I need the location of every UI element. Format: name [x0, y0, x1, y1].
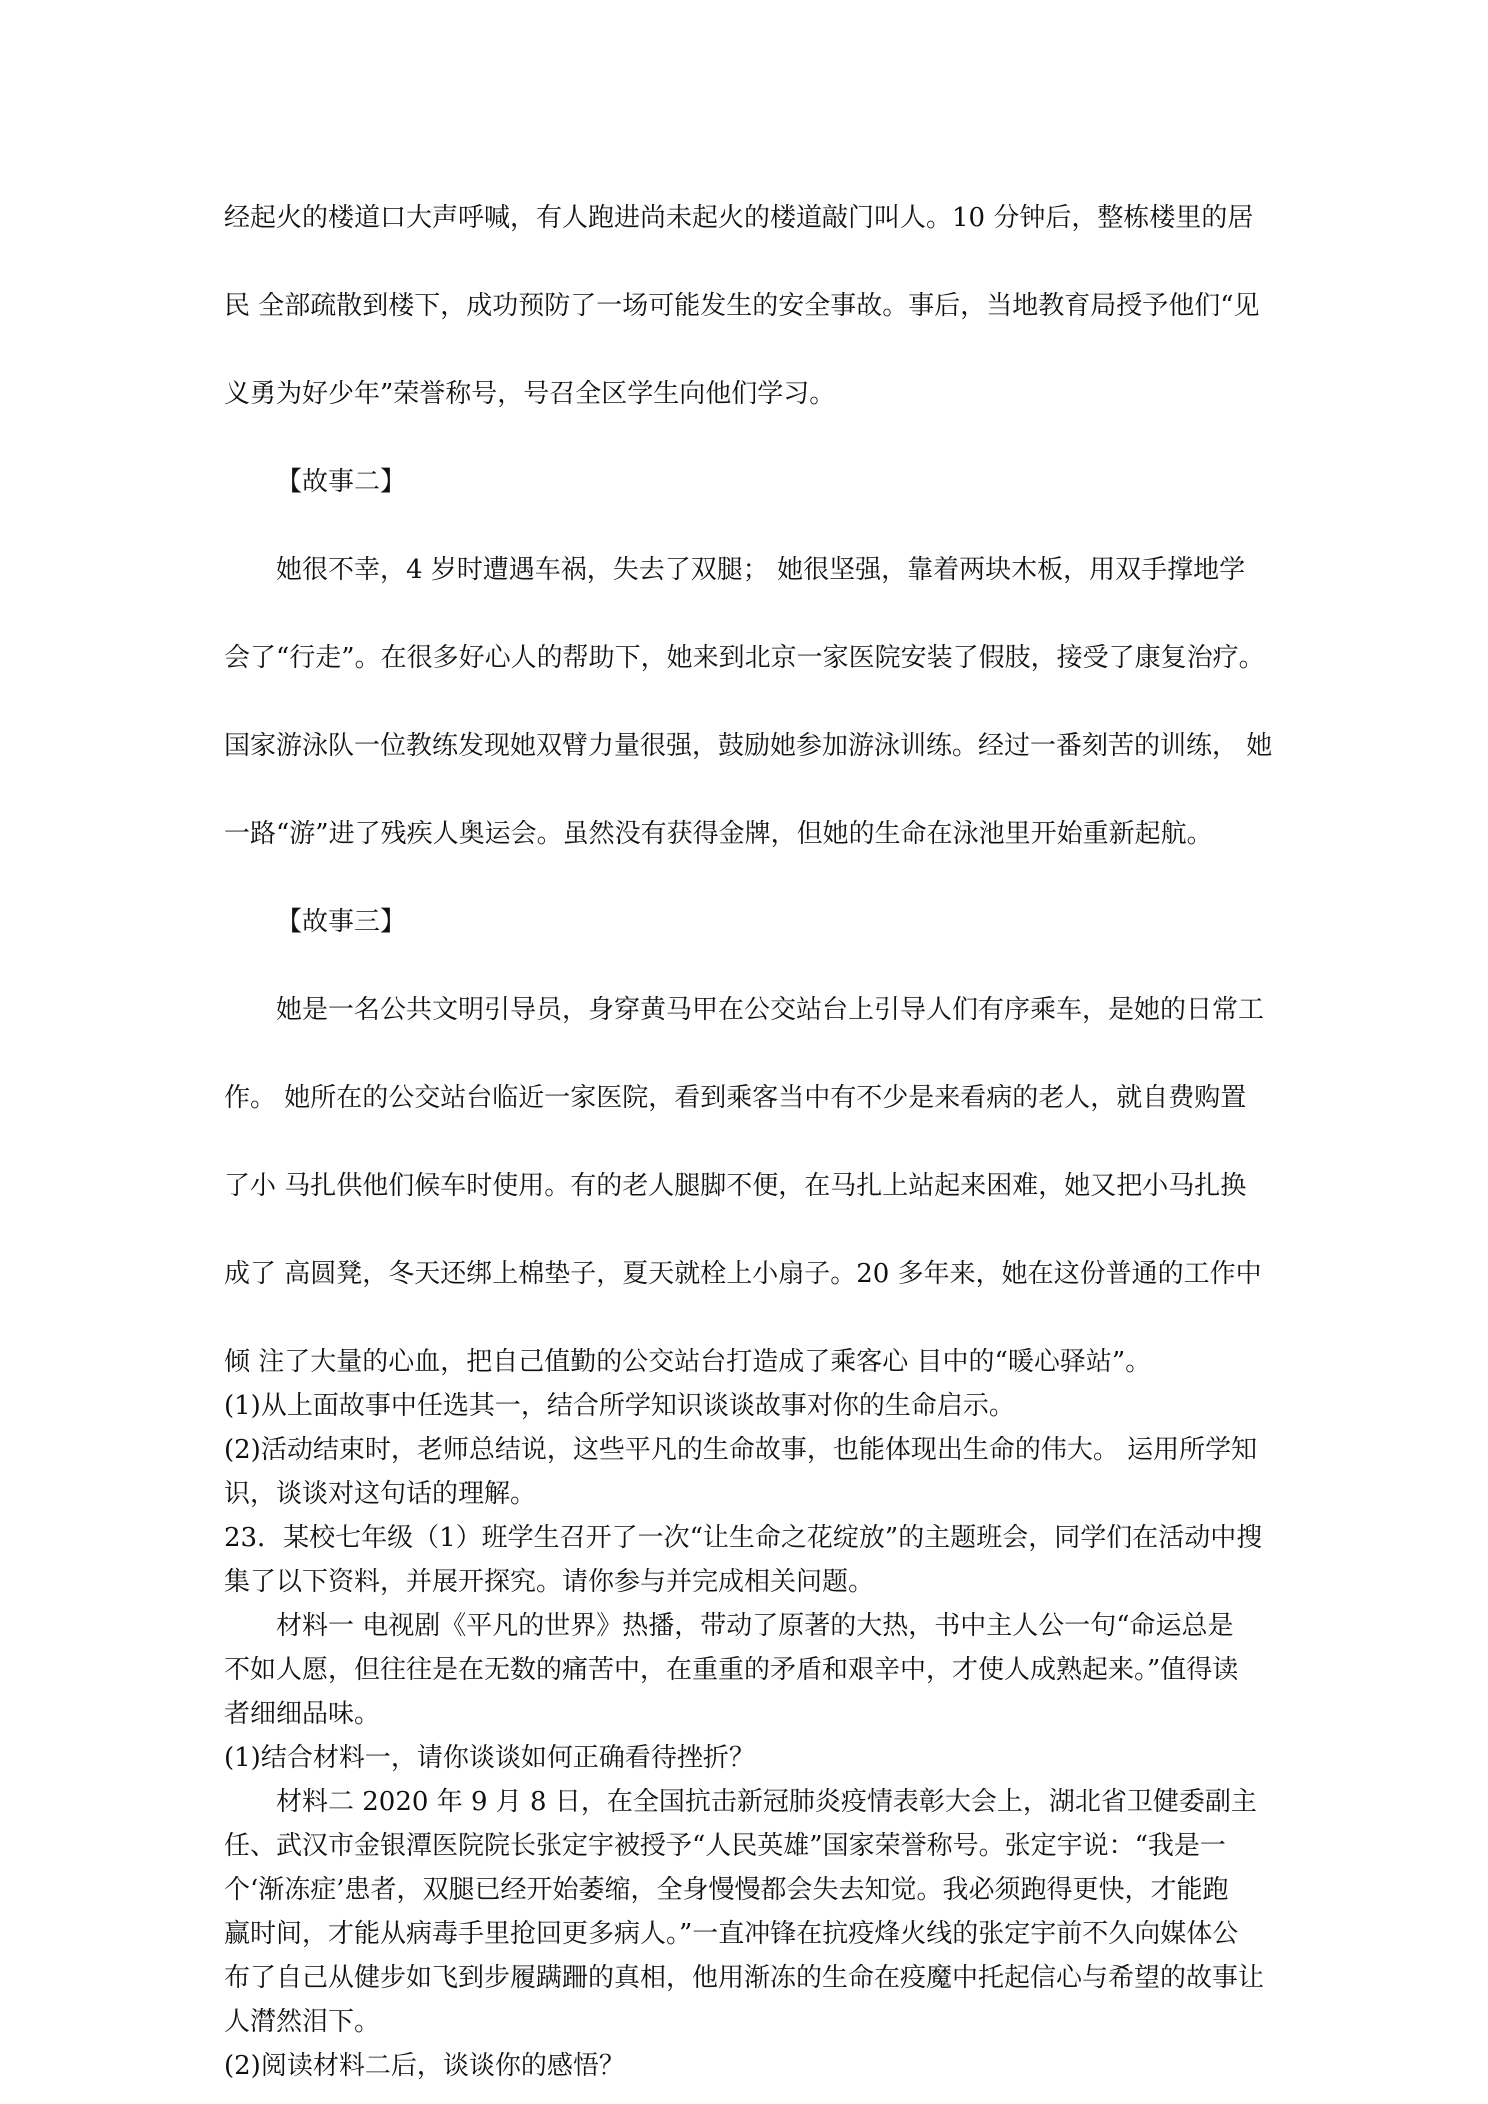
story2-line: 国家游泳队一位教练发现她双臂力量很强，鼓励她参加游泳训练。经过一番刻苦的训练， 她 — [224, 731, 1273, 761]
q22-subquestion: (2)活动结束时，老师总结说，这些平凡的生命故事，也能体现出生命的伟大。 运用所学知 — [224, 1435, 1258, 1465]
q22-subquestion: 识，谈谈对这句话的理解。 — [224, 1479, 537, 1509]
q23-question1: (1)结合材料一，请你谈谈如何正确看待挫折？ — [224, 1743, 755, 1773]
material2-line: 人潸然泪下。 — [224, 2007, 381, 2037]
q23-question2: (2)阅读材料二后，谈谈你的感悟？ — [224, 2051, 625, 2081]
document-page — [224, 196, 1273, 2088]
material2-line: 赢时间，才能从病毒手里抢回更多病人。”一直冲锋在抗疫烽火线的张定宇前不久向媒体公 — [224, 1919, 1239, 1949]
q23-intro: 23．某校七年级（1）班学生召开了一次“让生命之花绽放”的主题班会，同学们在活动中搜 — [224, 1523, 1263, 1553]
story1-line: 经起火的楼道口大声呼喊，有人跑进尚未起火的楼道敲门叫人。10 分钟后，整栋楼里的居 — [224, 203, 1254, 233]
material1-line: 材料一 电视剧《平凡的世界》热播，带动了原著的大热，书中主人公一句“命运总是 — [276, 1611, 1234, 1641]
material1-line: 者细细品味。 — [224, 1699, 381, 1729]
material2-line: 布了自己从健步如飞到步履蹒跚的真相，他用渐冻的生命在疫魔中托起信心与希望的故事让 — [224, 1963, 1265, 1993]
story2-heading: 【故事二】 — [276, 467, 407, 497]
material2-line: 任、武汉市金银潭医院院长张定宇被授予“人民英雄”国家荣誉称号。张定宇说：“我是一 — [224, 1831, 1226, 1861]
story1-line: 义勇为好少年”荣誉称号，号召全区学生向他们学习。 — [224, 379, 836, 409]
story3-line: 成了 高圆凳，冬天还绑上棉垫子，夏天就栓上小扇子。20 多年来，她在这份普通的工作中 — [224, 1259, 1262, 1289]
material2-line: 个‘渐冻症’患者，双腿已经开始萎缩，全身慢慢都会失去知觉。我必须跑得更快，才能跑 — [224, 1875, 1229, 1905]
story3-line: 作。 她所在的公交站台临近一家医院，看到乘客当中有不少是来看病的老人，就自费购置 — [224, 1083, 1247, 1113]
story2-line: 一路“游”进了残疾人奥运会。虽然没有获得金牌，但她的生命在泳池里开始重新起航。 — [224, 819, 1213, 849]
story3-line: 倾 注了大量的心血，把自己值勤的公交站台打造成了乘客心 目中的“暖心驿站”。 — [224, 1347, 1152, 1377]
story3-line: 她是一名公共文明引导员，身穿黄马甲在公交站台上引导人们有序乘车，是她的日常工 — [276, 995, 1265, 1025]
material1-line: 不如人愿，但往往是在无数的痛苦中，在重重的矛盾和艰辛中，才使人成熟起来。”值得读 — [224, 1655, 1239, 1685]
q22-subquestion: (1)从上面故事中任选其一，结合所学知识谈谈故事对你的生命启示。 — [224, 1391, 1015, 1421]
story3-line: 了小 马扎供他们候车时使用。有的老人腿脚不便，在马扎上站起来困难，她又把小马扎换 — [224, 1171, 1247, 1201]
q23-intro: 集了以下资料，并展开探究。请你参与并完成相关问题。 — [224, 1567, 875, 1597]
story2-line: 她很不幸，4 岁时遭遇车祸，失去了双腿； 她很坚强，靠着两块木板，用双手撑地学 — [276, 555, 1246, 585]
story2-line: 会了“行走”。在很多好心人的帮助下，她来到北京一家医院安装了假肢，接受了康复治疗。 — [224, 643, 1265, 673]
material2-line: 材料二 2020 年 9 月 8 日，在全国抗击新冠肺炎疫情表彰大会上，湖北省卫健委副主 — [276, 1787, 1257, 1817]
story3-heading: 【故事三】 — [276, 907, 407, 937]
story1-line: 民 全部疏散到楼下，成功预防了一场可能发生的安全事故。事后，当地教育局授予他们“见 — [224, 291, 1260, 321]
